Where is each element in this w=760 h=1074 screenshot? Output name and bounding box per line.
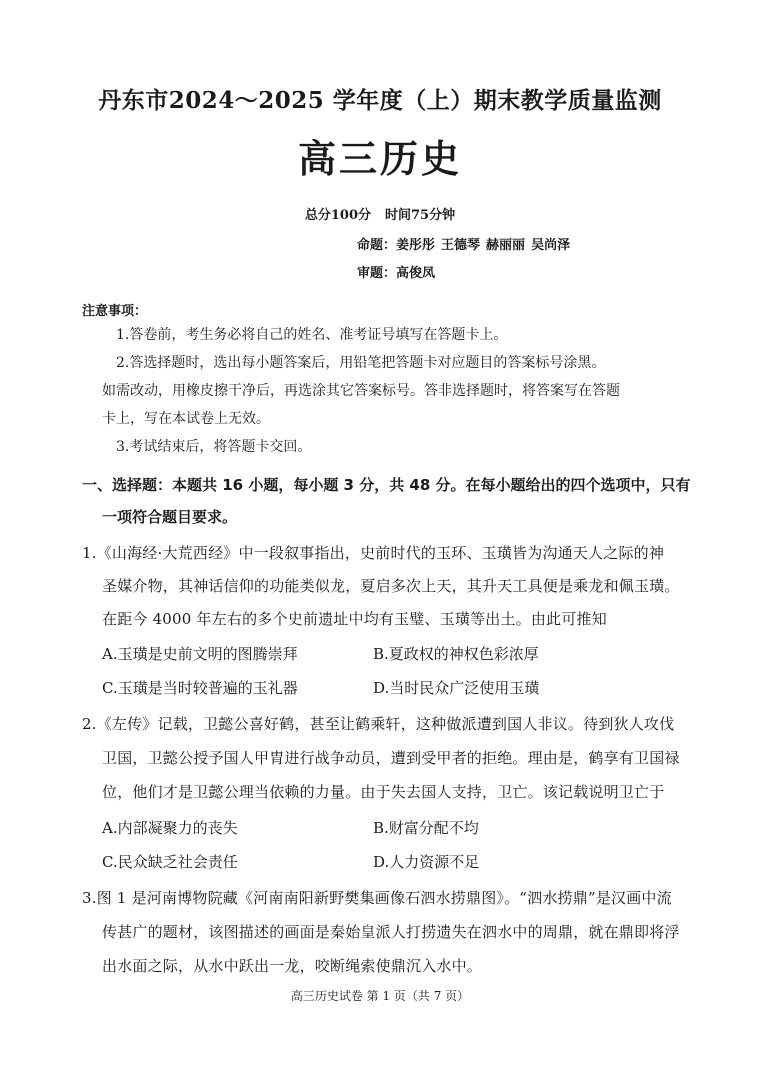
exam-duration: 时间75分钟	[385, 208, 456, 223]
question-1-option-a: A.玉璜是史前文明的图腾崇拜	[102, 645, 298, 663]
question-1-option-c: C.玉璜是当时较普遍的玉礼器	[102, 679, 298, 697]
section-heading-cont: 一项符合题目要求。	[102, 508, 238, 526]
question-2-line: 2.《左传》记载，卫懿公喜好鹤，甚至让鹤乘轩，这种做派遭到国人非议。待到狄人攻伐	[82, 715, 675, 733]
total-score: 总分100分	[304, 208, 372, 223]
subject-title: 高三历史	[297, 136, 462, 181]
question-3-line: 传甚广的题材，该图描述的画面是秦始皇派人打捞遗失在泗水中的周鼎，就在鼎即将浮	[102, 923, 680, 941]
question-1-line: 1.《山海经·大荒西经》中一段叙事指出，史前时代的玉环、玉璜皆为沟通天人之际的神	[82, 544, 665, 562]
question-3-line: 3.图 1 是河南博物院藏《河南南阳新野樊集画像石泗水捞鼎图》。“泗水捞鼎”是汉画中流	[82, 889, 672, 907]
author-name: 吴尚泽	[531, 238, 571, 253]
reviewer-name: 高俊凤	[396, 266, 436, 281]
authors-label: 命题：	[357, 238, 397, 253]
note-line: 1.答卷前，考生务必将自己的姓名、准考证号填写在答题卡上。	[116, 327, 508, 343]
reviewer-line	[357, 262, 435, 281]
question-1-line: 在距今 4000 年左右的多个史前遗址中均有玉璧、玉璜等出土。由此可推知	[102, 610, 607, 628]
question-2-line: 位，他们才是卫懿公理当依赖的力量。由于失去国人支持，卫亡。该记载说明卫亡于	[102, 783, 665, 801]
score-time-line	[0, 204, 760, 223]
question-1-line: 圣媒介物，其神话信仰的功能类似龙，夏启多次上天，其升天工具便是乘龙和佩玉璜。	[102, 577, 680, 595]
note-line: 2.答选择题时，选出每小题答案后，用铅笔把答题卡对应题目的答案标号涂黑。	[116, 355, 606, 371]
question-1-option-d: D.当时民众广泛使用玉璜	[373, 679, 540, 697]
page-footer: 高三历史试卷 第 1 页（共 7 页）	[290, 989, 470, 1003]
author-name: 姜彤彤	[396, 238, 436, 253]
question-2-option-a: A.内部凝聚力的丧失	[102, 819, 238, 837]
question-2-line: 卫国，卫懿公授予国人甲胄进行战争动员，遭到受甲者的拒绝。理由是，鹤享有卫国禄	[102, 749, 680, 767]
question-2-option-c: C.民众缺乏社会责任	[102, 853, 238, 871]
author-name: 王德琴	[441, 238, 481, 253]
author-name: 赫丽丽	[486, 238, 526, 253]
note-line: 如需改动，用橡皮擦干净后，再选涂其它答案标号。答非选择题时，将答案写在答题	[102, 383, 620, 399]
reviewer-label: 审题：	[357, 266, 397, 281]
note-line: 卡上，写在本试卷上无效。	[102, 411, 270, 427]
question-2-option-b: B.财富分配不均	[373, 819, 479, 837]
exam-title: 丹东市2024～2025 学年度（上）期末教学质量监测	[98, 87, 662, 114]
note-line: 3.考试结束后，将答题卡交回。	[116, 439, 312, 455]
notes-heading: 注意事项：	[82, 304, 148, 319]
question-3-line: 出水面之际，从水中跃出一龙，咬断绳索使鼎沉入水中。	[102, 957, 483, 975]
authors-line	[357, 234, 570, 253]
question-1-option-b: B.夏政权的神权色彩浓厚	[373, 645, 539, 663]
question-2-option-d: D.人力资源不足	[373, 853, 480, 871]
section-heading: 一、选择题：本题共 16 小题，每小题 3 分，共 48 分。在每小题给出的四个选项中，只有	[82, 476, 691, 494]
